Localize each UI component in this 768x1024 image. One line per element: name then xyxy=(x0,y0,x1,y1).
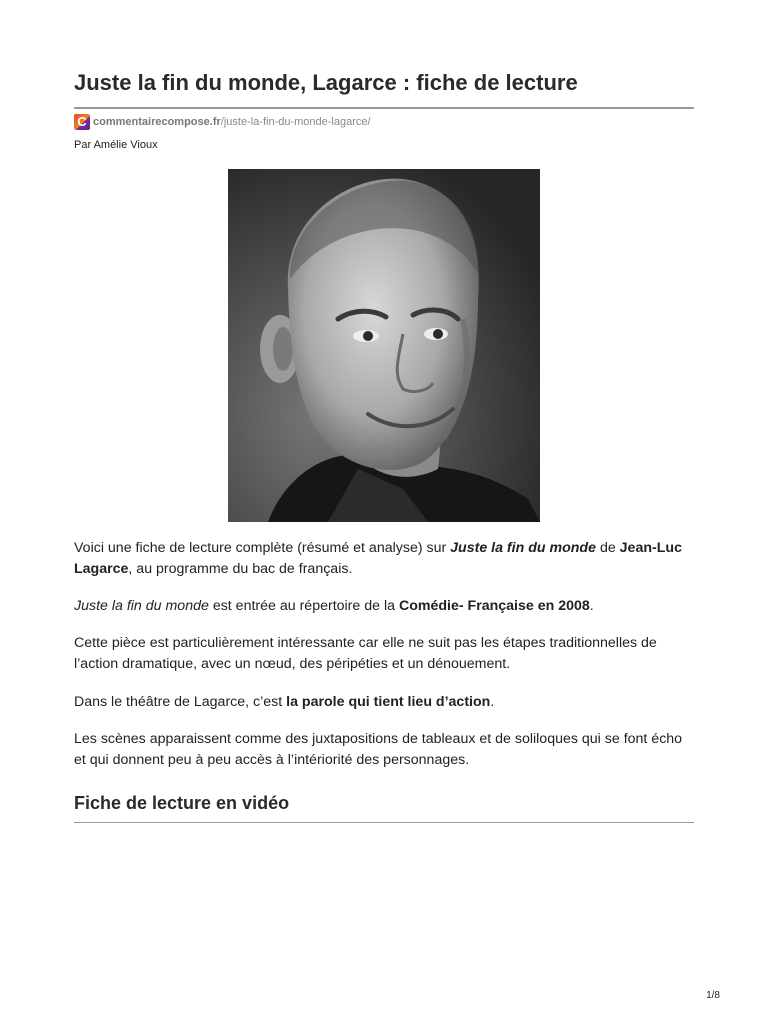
paragraph-intro xyxy=(74,538,694,580)
site-favicon-icon: C xyxy=(74,114,90,130)
book-title-emphasis: Juste la fin du monde xyxy=(450,540,596,556)
portrait-illustration xyxy=(228,169,540,522)
section-heading-video: Fiche de lecture en vidéo xyxy=(74,793,290,813)
source-domain[interactable]: commentairecompose.fr xyxy=(93,116,221,128)
comedie-francaise-emphasis: Comédie- Française en 2008 xyxy=(398,598,590,614)
parole-period: . xyxy=(490,694,495,710)
page-indicator: 1/8 xyxy=(706,990,720,1001)
source-url[interactable] xyxy=(74,114,371,130)
intro-text-de: de xyxy=(596,540,620,556)
intro-text-end: , au programme du bac de français. xyxy=(128,561,353,577)
intro-text: Voici une fiche de lecture complète (résumé et analyse) sur xyxy=(74,540,451,556)
parole-emphasis: la parole qui tient lieu d’action xyxy=(286,694,491,710)
author-byline: Par Amélie Vioux xyxy=(74,139,158,151)
paragraph-repertoire xyxy=(74,596,694,617)
title-divider xyxy=(74,107,694,109)
page-title: Juste la fin du monde, Lagarce : fiche de lecture xyxy=(74,70,578,95)
parole-text: Dans le théâtre de Lagarce, c’est xyxy=(74,694,287,710)
book-title-italic: Juste la fin du monde xyxy=(74,598,209,614)
author-portrait-photo xyxy=(228,169,540,522)
repertoire-text: est entrée au répertoire de la xyxy=(208,598,399,614)
repertoire-period: . xyxy=(589,598,594,614)
paragraph-parole xyxy=(74,692,694,713)
author-name-emphasis: Jean-Luc Lagarce xyxy=(74,540,682,577)
paragraph-scenes: Les scènes apparaissent comme des juxtapositions de tableaux et de soliloques qui se font écho et qui donnent peu à peu accès à l’intériorité des personnages. xyxy=(74,731,683,768)
source-path[interactable]: /juste-la-fin-du-monde-lagarce/ xyxy=(220,116,371,128)
section-divider xyxy=(74,822,694,823)
paragraph-structure: Cette pièce est particulièrement intéressante car elle ne suit pas les étapes traditionnelles de l’action dramatique, avec un nœud, des péripéties et un dénouement. xyxy=(74,635,657,672)
